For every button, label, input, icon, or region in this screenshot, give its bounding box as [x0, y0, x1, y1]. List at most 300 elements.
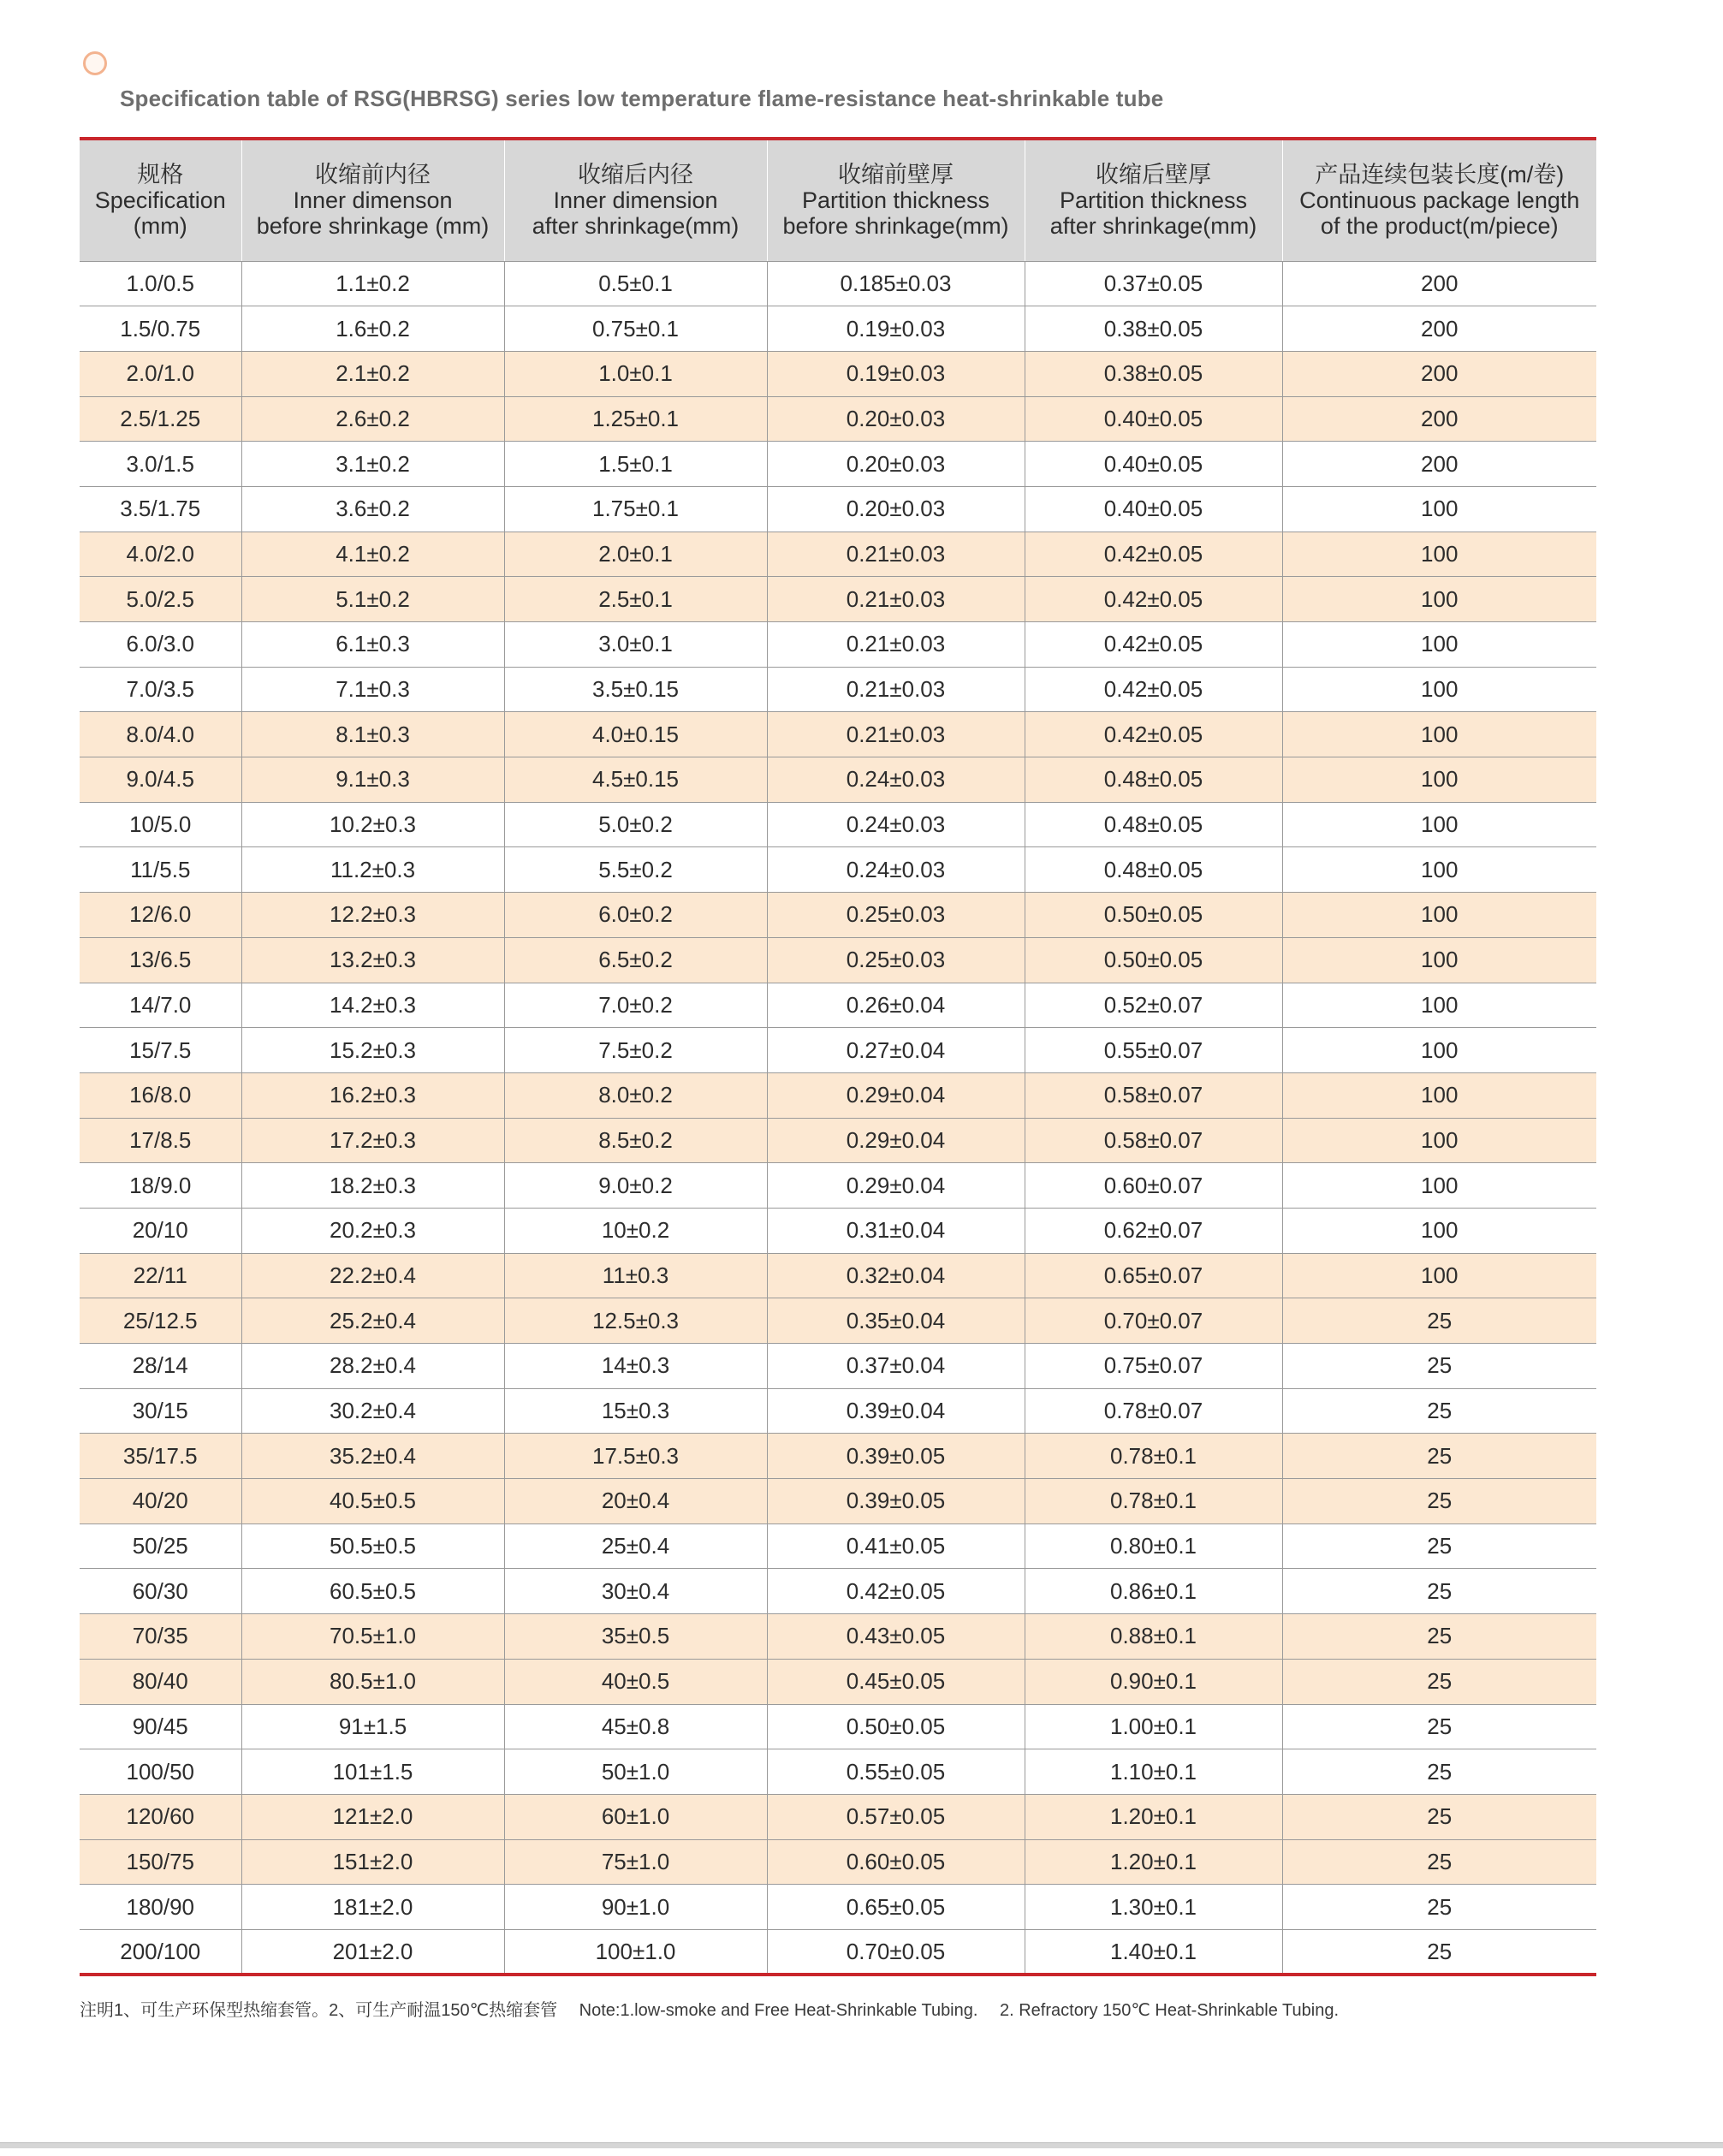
table-cell: 25: [1282, 1704, 1596, 1749]
table-row: [80, 667, 1596, 712]
table-cell: 5.0/2.5: [80, 577, 241, 622]
table-cell: 16/8.0: [80, 1072, 241, 1118]
table-cell: 25: [1282, 1794, 1596, 1839]
table-cell: 100: [1282, 1028, 1596, 1073]
table-cell: 3.0±0.1: [504, 622, 767, 668]
table-cell: 6.1±0.3: [241, 622, 504, 668]
table-cell: 30±0.4: [504, 1569, 767, 1614]
table-cell: 0.55±0.07: [1025, 1028, 1282, 1073]
table-cell: 200/100: [80, 1929, 241, 1975]
table-cell: 0.48±0.05: [1025, 757, 1282, 803]
table-cell: 28.2±0.4: [241, 1344, 504, 1389]
table-cell: 0.20±0.03: [767, 396, 1025, 442]
table-cell: 7.5±0.2: [504, 1028, 767, 1073]
column-header-en2: after shrinkage(mm): [1049, 213, 1257, 240]
table-cell: 22/11: [80, 1253, 241, 1298]
table-cell: 35±0.5: [504, 1614, 767, 1660]
table-cell: 2.0±0.1: [504, 532, 767, 577]
table-cell: 0.58±0.07: [1025, 1072, 1282, 1118]
table-cell: 100: [1282, 622, 1596, 668]
column-header: [1025, 139, 1282, 261]
table-cell: 100: [1282, 757, 1596, 803]
table-cell: 25: [1282, 1344, 1596, 1389]
table-cell: 100: [1282, 802, 1596, 847]
table-cell: 100: [1282, 937, 1596, 983]
table-cell: 200: [1282, 306, 1596, 352]
table-cell: 1.0/0.5: [80, 261, 241, 306]
table-cell: 0.52±0.07: [1025, 983, 1282, 1028]
table-row: [80, 757, 1596, 803]
table-cell: 151±2.0: [241, 1839, 504, 1885]
table-cell: 1.6±0.2: [241, 306, 504, 352]
table-cell: 45±0.8: [504, 1704, 767, 1749]
table-cell: 90±1.0: [504, 1885, 767, 1930]
table-cell: 0.37±0.05: [1025, 261, 1282, 306]
table-cell: 10.2±0.3: [241, 802, 504, 847]
table-cell: 1.5±0.1: [504, 442, 767, 487]
column-header: [767, 139, 1025, 261]
table-cell: 0.65±0.07: [1025, 1253, 1282, 1298]
table-cell: 25: [1282, 1885, 1596, 1930]
page-title: Specification table of RSG(HBRSG) series low temperature flame-resistance heat-shrinkable tube: [120, 86, 1164, 111]
table-cell: 1.20±0.1: [1025, 1794, 1282, 1839]
table-cell: 25/12.5: [80, 1298, 241, 1344]
table-cell: 0.48±0.05: [1025, 802, 1282, 847]
table-cell: 9.0±0.2: [504, 1163, 767, 1209]
table-cell: 180/90: [80, 1885, 241, 1930]
table-cell: 0.25±0.03: [767, 893, 1025, 938]
table-cell: 0.80±0.1: [1025, 1523, 1282, 1569]
table-cell: 0.32±0.04: [767, 1253, 1025, 1298]
table-cell: 0.41±0.05: [767, 1523, 1025, 1569]
table-row: [80, 847, 1596, 893]
table-row: [80, 1704, 1596, 1749]
table-cell: 100: [1282, 1163, 1596, 1209]
table-cell: 0.20±0.03: [767, 486, 1025, 532]
table-cell: 28/14: [80, 1344, 241, 1389]
table-header-row: [80, 139, 1596, 261]
table-row: [80, 306, 1596, 352]
table-cell: 14±0.3: [504, 1344, 767, 1389]
table-cell: 9.1±0.3: [241, 757, 504, 803]
table-cell: 16.2±0.3: [241, 1072, 504, 1118]
table-cell: 0.31±0.04: [767, 1208, 1025, 1253]
table-row: [80, 1388, 1596, 1434]
table-cell: 13.2±0.3: [241, 937, 504, 983]
column-header-en1: Inner dimenson: [293, 187, 453, 214]
column-header-en1: Partition thickness: [1059, 187, 1248, 214]
table-cell: 0.90±0.1: [1025, 1659, 1282, 1704]
table-row: [80, 261, 1596, 306]
table-cell: 4.1±0.2: [241, 532, 504, 577]
table-cell: 75±1.0: [504, 1839, 767, 1885]
table-cell: 0.42±0.05: [1025, 712, 1282, 757]
column-header-en2: before shrinkage (mm): [256, 213, 490, 240]
table-cell: 100±1.0: [504, 1929, 767, 1975]
table-row: [80, 893, 1596, 938]
table-cell: 0.70±0.07: [1025, 1298, 1282, 1344]
table-cell: 1.10±0.1: [1025, 1749, 1282, 1795]
table-cell: 0.75±0.07: [1025, 1344, 1282, 1389]
table-cell: 0.35±0.04: [767, 1298, 1025, 1344]
table-cell: 3.5/1.75: [80, 486, 241, 532]
table-cell: 200: [1282, 396, 1596, 442]
column-header: [1282, 139, 1596, 261]
table-cell: 25: [1282, 1839, 1596, 1885]
table-cell: 0.62±0.07: [1025, 1208, 1282, 1253]
table-cell: 25: [1282, 1523, 1596, 1569]
table-cell: 13/6.5: [80, 937, 241, 983]
spec-table: [80, 137, 1596, 1976]
table-cell: 14/7.0: [80, 983, 241, 1028]
table-cell: 120/60: [80, 1794, 241, 1839]
table-cell: 0.19±0.03: [767, 351, 1025, 396]
table-cell: 12/6.0: [80, 893, 241, 938]
table-cell: 200: [1282, 261, 1596, 306]
table-cell: 0.65±0.05: [767, 1885, 1025, 1930]
table-cell: 3.6±0.2: [241, 486, 504, 532]
table-cell: 1.30±0.1: [1025, 1885, 1282, 1930]
table-cell: 2.5/1.25: [80, 396, 241, 442]
table-cell: 40.5±0.5: [241, 1479, 504, 1524]
table-cell: 0.58±0.07: [1025, 1118, 1282, 1163]
table-cell: 30/15: [80, 1388, 241, 1434]
table-cell: 6.5±0.2: [504, 937, 767, 983]
table-cell: 14.2±0.3: [241, 983, 504, 1028]
table-cell: 5.1±0.2: [241, 577, 504, 622]
table-cell: 1.5/0.75: [80, 306, 241, 352]
table-row: [80, 1523, 1596, 1569]
table-cell: 1.20±0.1: [1025, 1839, 1282, 1885]
table-cell: 70/35: [80, 1614, 241, 1660]
column-header-cn: 收缩后内径: [578, 162, 693, 188]
table-cell: 0.42±0.05: [1025, 622, 1282, 668]
table-cell: 0.29±0.04: [767, 1163, 1025, 1209]
table-row: [80, 983, 1596, 1028]
table-cell: 91±1.5: [241, 1704, 504, 1749]
table-cell: 9.0/4.5: [80, 757, 241, 803]
table-row: [80, 1118, 1596, 1163]
table-cell: 0.19±0.03: [767, 306, 1025, 352]
column-header: [241, 139, 504, 261]
table-cell: 2.0/1.0: [80, 351, 241, 396]
table-cell: 25: [1282, 1929, 1596, 1975]
table-row: [80, 1839, 1596, 1885]
table-row: [80, 1072, 1596, 1118]
table-cell: 100: [1282, 532, 1596, 577]
column-header-en1: Specification: [94, 187, 226, 214]
table-cell: 100: [1282, 1072, 1596, 1118]
table-cell: 12.5±0.3: [504, 1298, 767, 1344]
table-cell: 90/45: [80, 1704, 241, 1749]
table-row: [80, 1298, 1596, 1344]
table-cell: 35.2±0.4: [241, 1434, 504, 1479]
table-cell: 0.50±0.05: [1025, 893, 1282, 938]
column-header-en1: Partition thickness: [801, 187, 990, 214]
table-body: [80, 261, 1596, 1975]
table-cell: 0.60±0.07: [1025, 1163, 1282, 1209]
table-cell: 0.60±0.05: [767, 1839, 1025, 1885]
footnote-cn: 注明1、可生产环保型热缩套管。2、可生产耐温150℃热缩套管: [80, 2001, 558, 2020]
table-cell: 0.42±0.05: [1025, 577, 1282, 622]
table-cell: 0.38±0.05: [1025, 306, 1282, 352]
table-row: [80, 712, 1596, 757]
table-cell: 100/50: [80, 1749, 241, 1795]
table-row: [80, 577, 1596, 622]
table-cell: 40±0.5: [504, 1659, 767, 1704]
footnote-en-2: 2. Refractory 150℃ Heat-Shrinkable Tubing.: [1000, 2001, 1339, 2020]
table-cell: 35/17.5: [80, 1434, 241, 1479]
table-cell: 100: [1282, 847, 1596, 893]
bottom-divider: [0, 2142, 1723, 2148]
table-cell: 4.5±0.15: [504, 757, 767, 803]
table-cell: 0.78±0.1: [1025, 1479, 1282, 1524]
table-cell: 100: [1282, 1118, 1596, 1163]
table-cell: 0.50±0.05: [767, 1704, 1025, 1749]
table-cell: 0.50±0.05: [1025, 937, 1282, 983]
table-cell: 60±1.0: [504, 1794, 767, 1839]
table-cell: 0.21±0.03: [767, 622, 1025, 668]
table-cell: 2.6±0.2: [241, 396, 504, 442]
table-cell: 8.0±0.2: [504, 1072, 767, 1118]
column-header-en2: before shrinkage(mm): [782, 213, 1009, 240]
table-cell: 0.21±0.03: [767, 577, 1025, 622]
table-cell: 6.0/3.0: [80, 622, 241, 668]
table-cell: 0.57±0.05: [767, 1794, 1025, 1839]
table-cell: 1.25±0.1: [504, 396, 767, 442]
table-cell: 0.75±0.1: [504, 306, 767, 352]
column-header: [504, 139, 767, 261]
table-cell: 100: [1282, 486, 1596, 532]
table-cell: 18.2±0.3: [241, 1163, 504, 1209]
table-row: [80, 1749, 1596, 1795]
table-row: [80, 802, 1596, 847]
table-cell: 0.43±0.05: [767, 1614, 1025, 1660]
table-cell: 1.40±0.1: [1025, 1929, 1282, 1975]
table-cell: 20±0.4: [504, 1479, 767, 1524]
table-cell: 7.0±0.2: [504, 983, 767, 1028]
table-row: [80, 1344, 1596, 1389]
column-header-cn: 规格: [137, 162, 184, 188]
column-header-en2: after shrinkage(mm): [532, 213, 740, 240]
table-cell: 6.0±0.2: [504, 893, 767, 938]
table-cell: 100: [1282, 1208, 1596, 1253]
table-cell: 2.5±0.1: [504, 577, 767, 622]
table-cell: 201±2.0: [241, 1929, 504, 1975]
table-cell: 25: [1282, 1659, 1596, 1704]
column-header-cn: 产品连续包装长度(m/卷): [1315, 162, 1565, 188]
table-cell: 7.0/3.5: [80, 667, 241, 712]
column-header-en2: (mm): [133, 213, 187, 240]
table-cell: 0.86±0.1: [1025, 1569, 1282, 1614]
table-row: [80, 486, 1596, 532]
table-row: [80, 351, 1596, 396]
table-cell: 0.40±0.05: [1025, 442, 1282, 487]
table-row: [80, 442, 1596, 487]
table-row: [80, 1253, 1596, 1298]
table-cell: 25: [1282, 1749, 1596, 1795]
table-cell: 15.2±0.3: [241, 1028, 504, 1073]
table-cell: 0.39±0.05: [767, 1479, 1025, 1524]
table-cell: 25: [1282, 1569, 1596, 1614]
table-cell: 100: [1282, 983, 1596, 1028]
table-cell: 150/75: [80, 1839, 241, 1885]
table-row: [80, 1479, 1596, 1524]
table-cell: 0.78±0.1: [1025, 1434, 1282, 1479]
table-cell: 0.45±0.05: [767, 1659, 1025, 1704]
table-cell: 0.40±0.05: [1025, 396, 1282, 442]
table-cell: 1.75±0.1: [504, 486, 767, 532]
table-cell: 0.42±0.05: [1025, 667, 1282, 712]
table-cell: 80/40: [80, 1659, 241, 1704]
table-cell: 40/20: [80, 1479, 241, 1524]
table-cell: 11±0.3: [504, 1253, 767, 1298]
table-row: [80, 1614, 1596, 1660]
table-cell: 100: [1282, 667, 1596, 712]
table-cell: 0.37±0.04: [767, 1344, 1025, 1389]
table-cell: 17.2±0.3: [241, 1118, 504, 1163]
footnote: [80, 1996, 1356, 2021]
table-cell: 0.55±0.05: [767, 1749, 1025, 1795]
table-row: [80, 1659, 1596, 1704]
table-cell: 100: [1282, 1253, 1596, 1298]
table-cell: 0.27±0.04: [767, 1028, 1025, 1073]
table-cell: 60/30: [80, 1569, 241, 1614]
table-cell: 20.2±0.3: [241, 1208, 504, 1253]
table-cell: 25.2±0.4: [241, 1298, 504, 1344]
column-header-cn: 收缩前壁厚: [838, 162, 954, 188]
table-cell: 0.26±0.04: [767, 983, 1025, 1028]
table-cell: 3.5±0.15: [504, 667, 767, 712]
table-row: [80, 1569, 1596, 1614]
table-row: [80, 1028, 1596, 1073]
table-cell: 2.1±0.2: [241, 351, 504, 396]
table-cell: 1.0±0.1: [504, 351, 767, 396]
table-cell: 0.21±0.03: [767, 667, 1025, 712]
table-cell: 18/9.0: [80, 1163, 241, 1209]
decorative-circle-icon: [83, 51, 107, 75]
table-cell: 50.5±0.5: [241, 1523, 504, 1569]
table-cell: 17/8.5: [80, 1118, 241, 1163]
table-cell: 0.40±0.05: [1025, 486, 1282, 532]
table-cell: 11.2±0.3: [241, 847, 504, 893]
table-cell: 0.5±0.1: [504, 261, 767, 306]
table-cell: 181±2.0: [241, 1885, 504, 1930]
table-cell: 0.20±0.03: [767, 442, 1025, 487]
table-cell: 121±2.0: [241, 1794, 504, 1839]
table-cell: 15/7.5: [80, 1028, 241, 1073]
table-cell: 100: [1282, 893, 1596, 938]
table-cell: 8.5±0.2: [504, 1118, 767, 1163]
footnote-en-1: Note:1.low-smoke and Free Heat-Shrinkable Tubing.: [579, 2001, 978, 2020]
table-cell: 100: [1282, 712, 1596, 757]
table-cell: 5.0±0.2: [504, 802, 767, 847]
table-cell: 7.1±0.3: [241, 667, 504, 712]
table-cell: 30.2±0.4: [241, 1388, 504, 1434]
table-cell: 10±0.2: [504, 1208, 767, 1253]
column-header-cn: 收缩前内径: [315, 162, 431, 188]
column-header-cn: 收缩后壁厚: [1096, 162, 1211, 188]
table-cell: 0.70±0.05: [767, 1929, 1025, 1975]
table-cell: 8.1±0.3: [241, 712, 504, 757]
table-cell: 15±0.3: [504, 1388, 767, 1434]
table-cell: 70.5±1.0: [241, 1614, 504, 1660]
table-cell: 0.39±0.05: [767, 1434, 1025, 1479]
table-cell: 17.5±0.3: [504, 1434, 767, 1479]
table-cell: 4.0/2.0: [80, 532, 241, 577]
table-cell: 100: [1282, 577, 1596, 622]
table-cell: 0.39±0.04: [767, 1388, 1025, 1434]
table-cell: 1.00±0.1: [1025, 1704, 1282, 1749]
table-cell: 4.0±0.15: [504, 712, 767, 757]
table-cell: 0.24±0.03: [767, 802, 1025, 847]
table-cell: 0.185±0.03: [767, 261, 1025, 306]
table-row: [80, 937, 1596, 983]
table-row: [80, 1163, 1596, 1209]
table-cell: 0.24±0.03: [767, 757, 1025, 803]
table-cell: 0.24±0.03: [767, 847, 1025, 893]
table-cell: 200: [1282, 442, 1596, 487]
table-row: [80, 1929, 1596, 1975]
table-row: [80, 396, 1596, 442]
table-cell: 0.38±0.05: [1025, 351, 1282, 396]
table-cell: 1.1±0.2: [241, 261, 504, 306]
table-cell: 3.0/1.5: [80, 442, 241, 487]
table-cell: 50±1.0: [504, 1749, 767, 1795]
table-row: [80, 1885, 1596, 1930]
table-cell: 25: [1282, 1298, 1596, 1344]
table-cell: 0.42±0.05: [767, 1569, 1025, 1614]
table-cell: 12.2±0.3: [241, 893, 504, 938]
table-cell: 0.29±0.04: [767, 1118, 1025, 1163]
table-cell: 25: [1282, 1388, 1596, 1434]
table-cell: 60.5±0.5: [241, 1569, 504, 1614]
column-header-en2: of the product(m/piece): [1320, 213, 1559, 240]
table-cell: 0.48±0.05: [1025, 847, 1282, 893]
table-cell: 8.0/4.0: [80, 712, 241, 757]
table-row: [80, 532, 1596, 577]
table-row: [80, 1794, 1596, 1839]
table-cell: 101±1.5: [241, 1749, 504, 1795]
table-cell: 5.5±0.2: [504, 847, 767, 893]
table-cell: 0.42±0.05: [1025, 532, 1282, 577]
column-header-en1: Continuous package length: [1299, 187, 1580, 214]
table-cell: 11/5.5: [80, 847, 241, 893]
table-cell: 20/10: [80, 1208, 241, 1253]
table-cell: 25±0.4: [504, 1523, 767, 1569]
table-cell: 0.21±0.03: [767, 532, 1025, 577]
table-cell: 3.1±0.2: [241, 442, 504, 487]
column-header-en1: Inner dimension: [553, 187, 718, 214]
table-cell: 25: [1282, 1614, 1596, 1660]
table-cell: 0.88±0.1: [1025, 1614, 1282, 1660]
table-cell: 80.5±1.0: [241, 1659, 504, 1704]
table-cell: 0.25±0.03: [767, 937, 1025, 983]
table-cell: 0.78±0.07: [1025, 1388, 1282, 1434]
table-cell: 200: [1282, 351, 1596, 396]
table-cell: 0.29±0.04: [767, 1072, 1025, 1118]
table-cell: 25: [1282, 1479, 1596, 1524]
table-cell: 25: [1282, 1434, 1596, 1479]
table-row: [80, 622, 1596, 668]
table-row: [80, 1208, 1596, 1253]
table-cell: 10/5.0: [80, 802, 241, 847]
table-cell: 22.2±0.4: [241, 1253, 504, 1298]
table-cell: 0.21±0.03: [767, 712, 1025, 757]
column-header: [80, 139, 241, 261]
table-row: [80, 1434, 1596, 1479]
table-cell: 50/25: [80, 1523, 241, 1569]
